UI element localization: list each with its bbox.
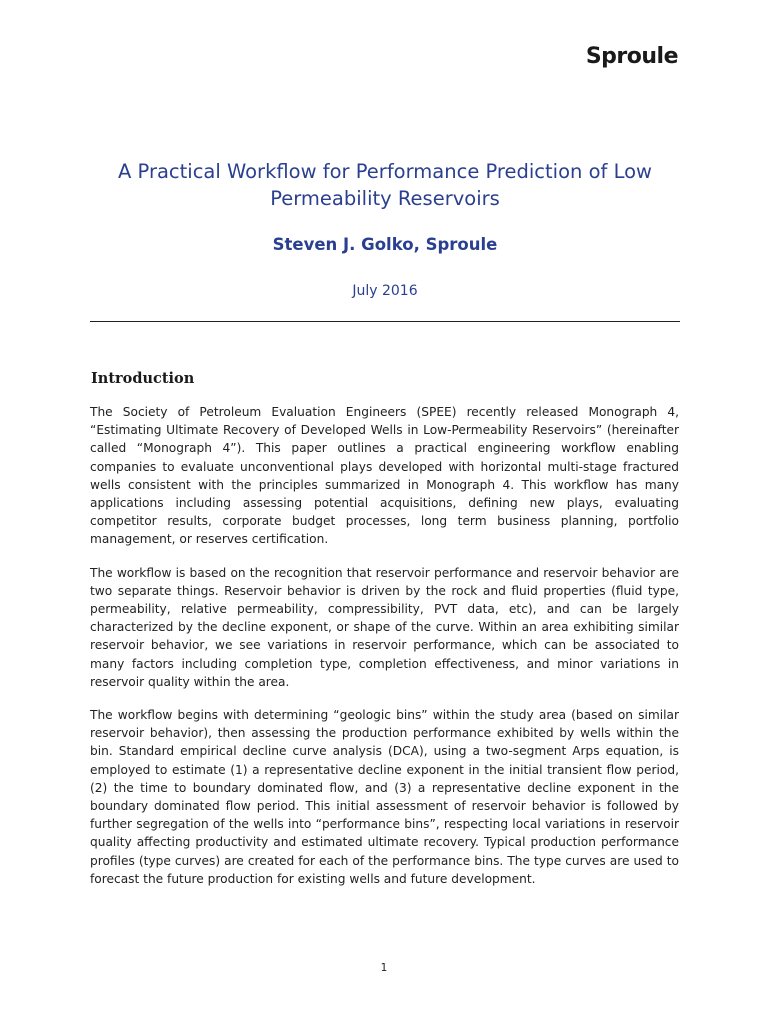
sproule-logo: Sproule (585, 44, 678, 69)
title-divider (90, 321, 680, 322)
section-body (90, 403, 679, 903)
body-paragraph: The workflow is based on the recognition that reservoir performance and reservoir behavior are two separate things. Reservoir behavior is driven by the rock and fluid properties (fluid type, permeability, relative permeability, compressibility, PVT data, etc), and can be largely characterized by the decline exponent, or shape of the curve. Within an area exhibiting similar reservoir behavior, we see variations in reservoir performance, which can be associated to many factors including completion type, completion effectiveness, and minor variations in reservoir quality within the area. (90, 565, 679, 689)
document-date: July 2016 (352, 283, 418, 299)
body-paragraph: The Society of Petroleum Evaluation Engineers (SPEE) recently released Monograph 4, “Estimating Ultimate Recovery of Developed Wells in Low-Permeability Reservoirs” (hereinafter called “Monograph 4”). This paper outlines a practical engineering workflow enabling companies to evaluate unconventional plays developed with horizontal multi-stage fractured wells consistent with the principles summarized in Monograph 4. This workflow has many applications including assessing potential acquisitions, defining new plays, evaluating competitor results, corporate budget processes, long term business planning, portfolio management, or reserves certification. (90, 405, 679, 547)
body-paragraph: The workflow begins with determining “geologic bins” within the study area (based on similar reservoir behavior), then assessing the production performance exhibited by wells within the bin. Standard empirical decline curve analysis (DCA), using a two-segment Arps equation, is employed to estimate (1) a representative decline exponent in the initial transient flow period, (2) the time to boundary dominated flow, and (3) a representative decline exponent in the boundary dominated flow period. This initial assessment of reservoir behavior is followed by further segregation of the wells into “performance bins”, respecting local variations in reservoir quality affecting productivity and estimated ultimate recovery. Typical production performance profiles (type curves) are created for each of the performance bins. The type curves are used to forecast the future production for existing wells and future development. (90, 708, 679, 886)
document-title: A Practical Workflow for Performance Prediction of Low Permeability Reservoirs (118, 160, 652, 210)
page-number: 1 (380, 962, 388, 974)
section-heading: Introduction (91, 370, 195, 387)
document-author: Steven J. Golko, Sproule (272, 235, 498, 254)
